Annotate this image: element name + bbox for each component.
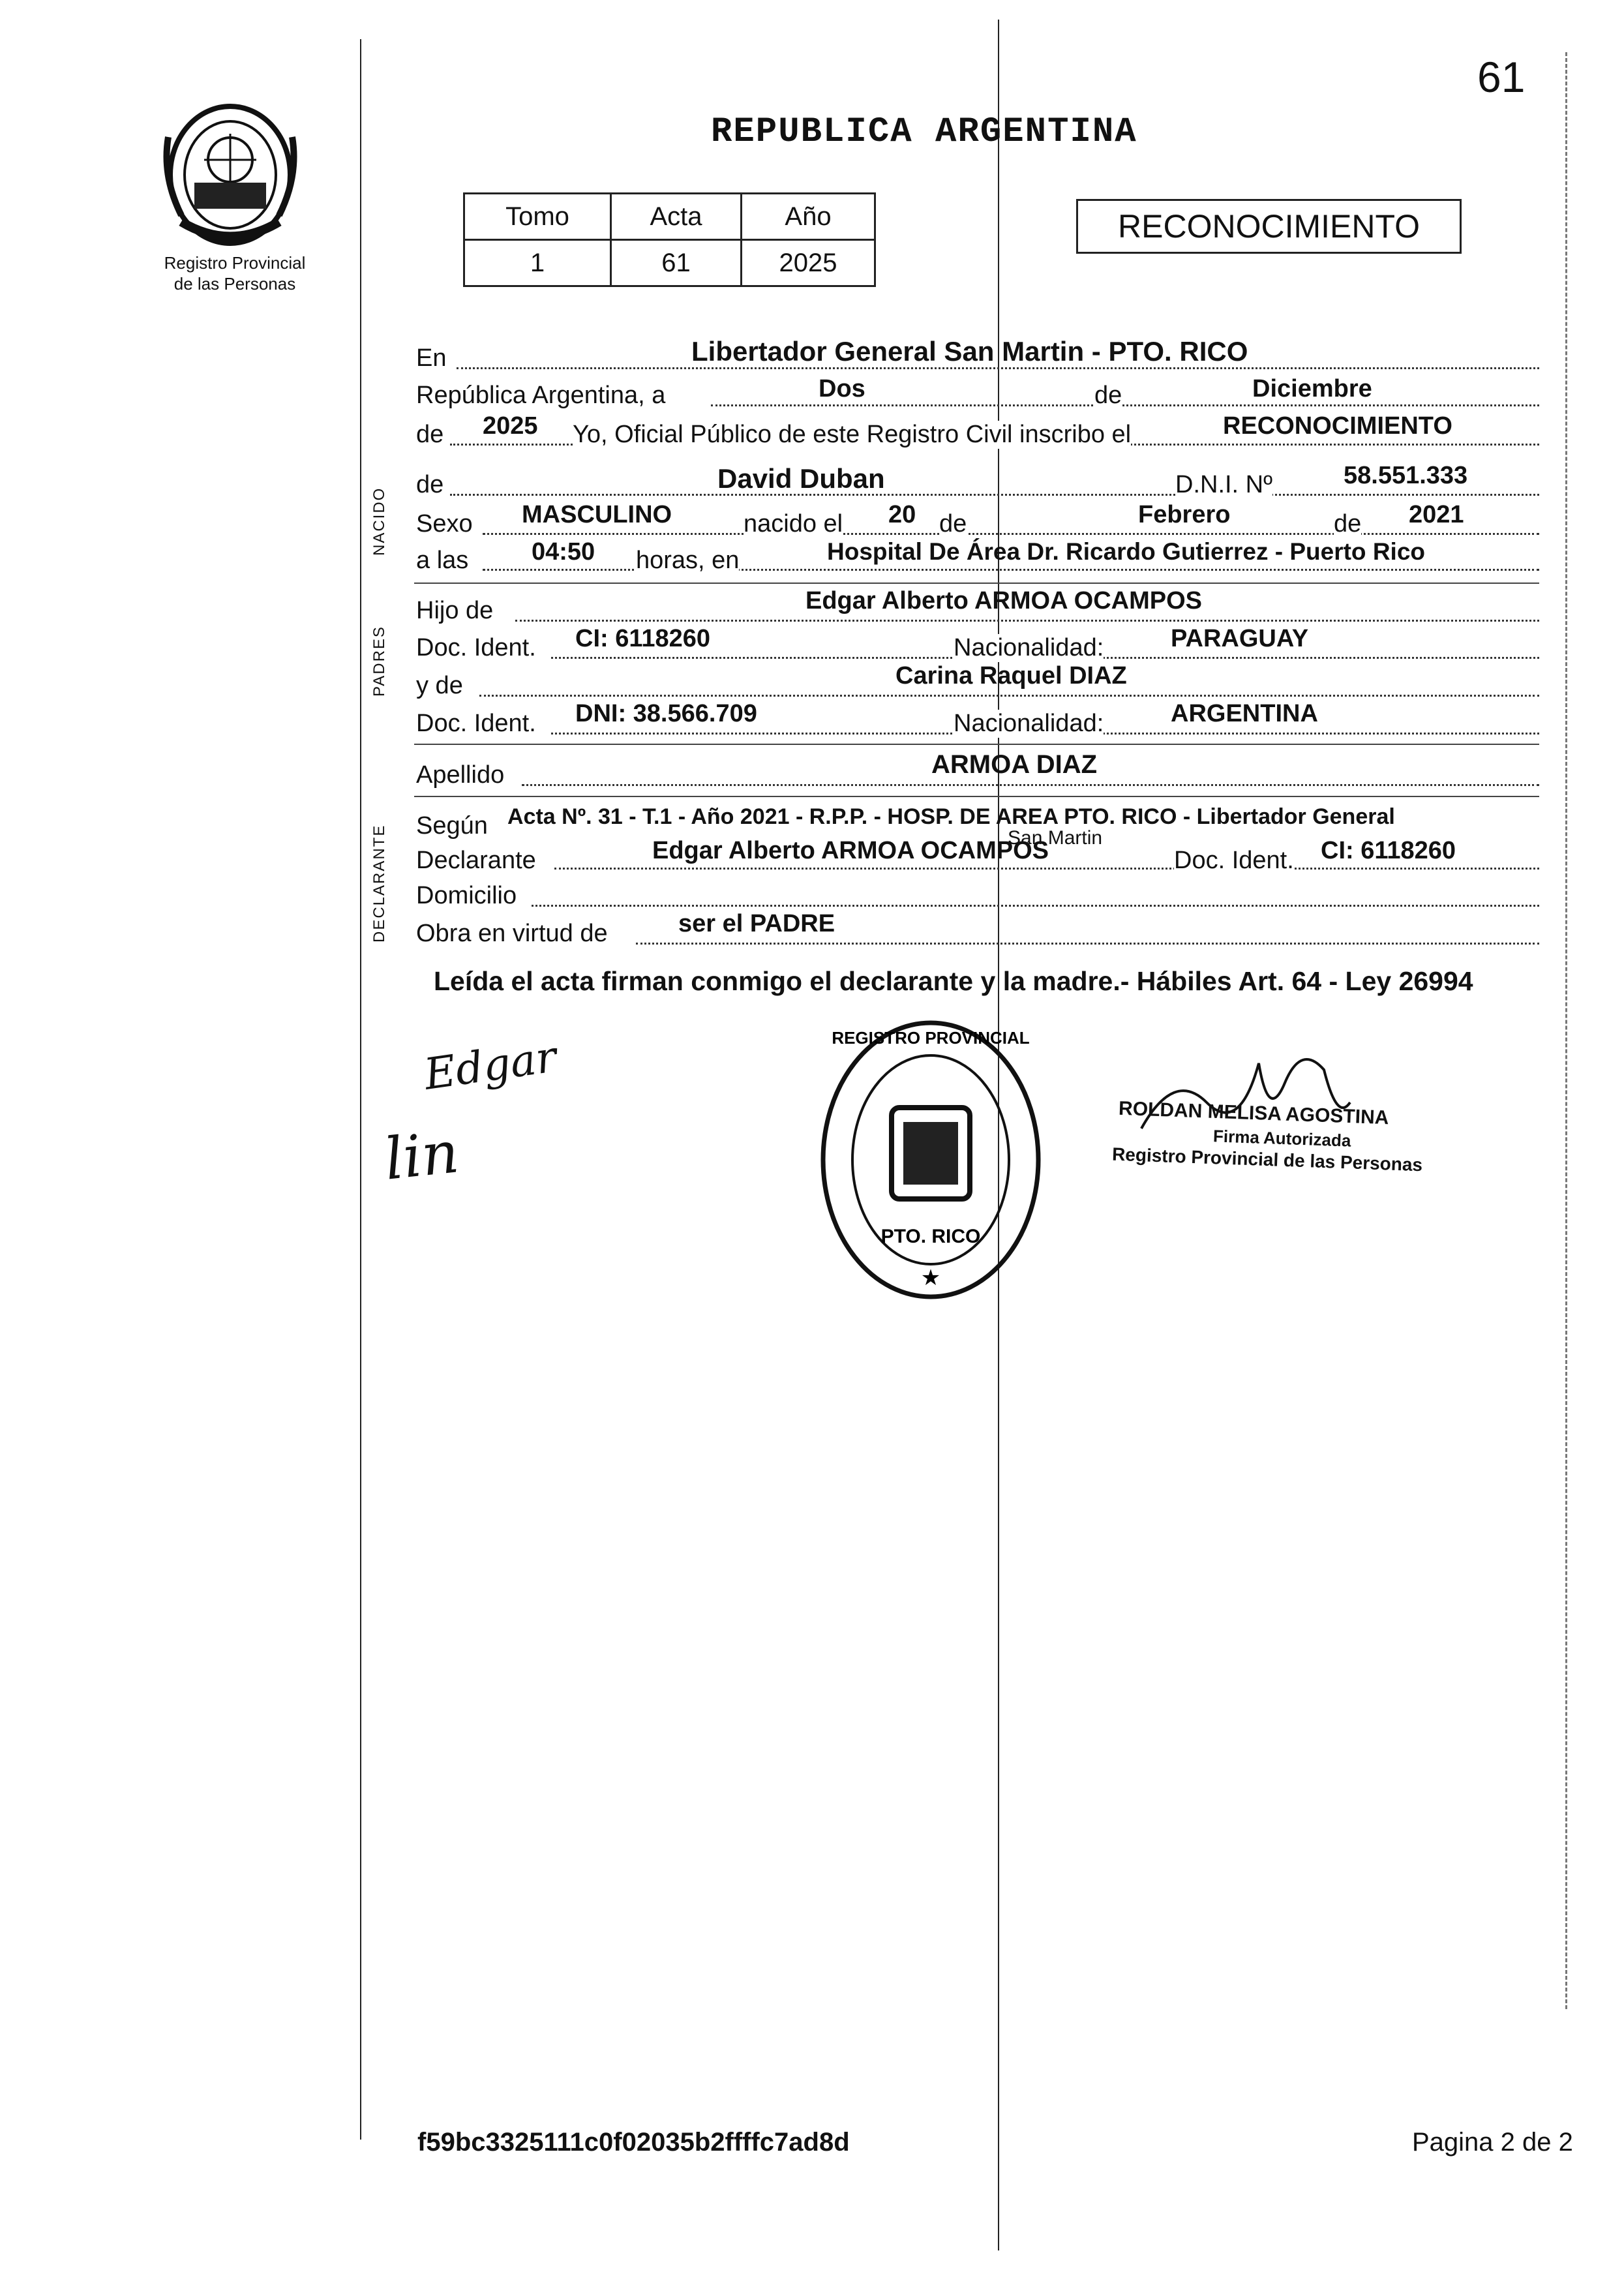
- value-lugar-inscripcion: Libertador General San Martin - PTO. RICO: [691, 336, 1248, 367]
- value-apellido: ARMOA DIAZ: [931, 750, 1098, 779]
- value-anio: 2025: [742, 240, 875, 286]
- section-label-padres: PADRES: [370, 626, 388, 697]
- label-doc-ident-padre: Doc. Ident.: [416, 634, 536, 661]
- label-hijo-de: Hijo de: [416, 597, 494, 624]
- label-a-las: a las: [416, 547, 469, 574]
- record-table-value-row: [464, 240, 875, 286]
- pagination: Pagina 2 de 2: [1412, 2128, 1573, 2157]
- official-org: Registro Provincial de las Personas: [1111, 1144, 1423, 1175]
- separator-apellido-declarante: [414, 796, 1539, 797]
- label-de-mes: de: [1094, 382, 1122, 409]
- value-madre-nombre: Carina Raquel DIAZ: [895, 662, 1127, 689]
- section-label-declarante: DECLARANTE: [370, 824, 388, 943]
- label-en: En: [416, 344, 447, 372]
- label-nacionalidad-padre: Nacionalidad:: [954, 634, 1104, 661]
- stamp-seal-icon: [819, 1018, 1044, 1301]
- closing-text: Leída el acta firman conmigo el declarante y la madre.- Hábiles Art. 64 - Ley 26994: [434, 966, 1473, 996]
- value-padre-nombre: Edgar Alberto ARMOA OCAMPOS: [805, 587, 1203, 614]
- value-declarante-nombre: Edgar Alberto ARMOA OCAMPOS: [652, 837, 1049, 864]
- value-segun-cont: San Martin: [1008, 827, 1103, 849]
- label-republica: República Argentina, a: [416, 382, 666, 409]
- province-seal-icon: [155, 98, 305, 248]
- header-tomo: Tomo: [464, 194, 611, 240]
- header-anio: Año: [742, 194, 875, 240]
- separator-padres-apellido: [414, 744, 1539, 745]
- value-tomo: 1: [464, 240, 611, 286]
- label-y-de: y de: [416, 672, 463, 699]
- signature-declarante: Edgar: [421, 1031, 560, 1100]
- label-doc-ident-madre: Doc. Ident.: [416, 710, 536, 737]
- svg-text:REGISTRO PROVINCIAL: REGISTRO PROVINCIAL: [832, 1028, 1030, 1048]
- scan-edge-marks: [1565, 52, 1571, 2009]
- value-nac-mes: Febrero: [1138, 501, 1231, 528]
- value-obra: ser el PADRE: [678, 910, 835, 937]
- label-dni: D.N.I. Nº: [1175, 471, 1272, 498]
- label-sexo: Sexo: [416, 510, 473, 538]
- record-type-box: RECONOCIMIENTO: [1076, 199, 1462, 254]
- label-nacionalidad-madre: Nacionalidad:: [954, 710, 1104, 737]
- value-hora: 04:50: [532, 538, 595, 566]
- value-nac-dia: 20: [888, 501, 916, 528]
- svg-text:PTO. RICO: PTO. RICO: [880, 1226, 981, 1247]
- page-title: REPUBLICA ARGENTINA: [711, 112, 1137, 152]
- label-domicilio: Domicilio: [416, 882, 517, 909]
- label-de-anio: de: [416, 421, 444, 448]
- value-nombre-nacido: David Duban: [717, 463, 885, 494]
- document-hash: f59bc3325111c0f02035b2ffffc7ad8d: [417, 2128, 850, 2157]
- value-sexo: MASCULINO: [522, 501, 672, 528]
- label-de-nombre: de: [416, 471, 444, 498]
- record-table: [463, 192, 876, 287]
- official-role: Firma Autorizada: [1212, 1126, 1351, 1151]
- label-segun: Según: [416, 812, 488, 840]
- value-lugar-nacimiento: Hospital De Área Dr. Ricardo Gutierrez - Puerto Rico: [827, 538, 1425, 565]
- separator-nacido-padres: [414, 583, 1539, 584]
- label-horas-en: horas, en: [636, 547, 740, 574]
- label-oficial-publico: Yo, Oficial Público de este Registro Civil inscribo el: [573, 421, 1132, 448]
- value-padre-doc: CI: 6118260: [575, 625, 711, 652]
- official-stamp: [819, 1018, 1044, 1301]
- label-de-nac-mes: de: [939, 510, 967, 538]
- value-tipo-inscripcion: RECONOCIMIENTO: [1223, 412, 1452, 440]
- value-segun: Acta Nº. 31 - T.1 - Año 2021 - R.P.P. - HOSP. DE AREA PTO. RICO - Libertador General: [507, 804, 1395, 829]
- official-name: ROLDAN MELISA AGOSTINA: [1118, 1097, 1389, 1129]
- value-dia: Dos: [819, 375, 865, 402]
- value-declarante-doc: CI: 6118260: [1321, 837, 1456, 864]
- header-acta: Acta: [611, 194, 742, 240]
- value-acta: 61: [611, 240, 742, 286]
- value-madre-doc: DNI: 38.566.709: [575, 700, 757, 727]
- value-dni-nacido: 58.551.333: [1344, 462, 1468, 489]
- value-madre-nacionalidad: ARGENTINA: [1171, 700, 1318, 727]
- svg-text:★: ★: [920, 1265, 941, 1290]
- label-declarante: Declarante: [416, 847, 536, 874]
- signature-madre: lin: [381, 1118, 462, 1193]
- registry-seal: [155, 98, 305, 248]
- label-de-nac-anio: de: [1334, 510, 1362, 538]
- section-label-nacido: NACIDO: [370, 487, 388, 556]
- value-padre-nacionalidad: PARAGUAY: [1171, 625, 1309, 652]
- value-anio-inscripcion: 2025: [483, 412, 538, 440]
- value-nac-anio: 2021: [1409, 501, 1464, 528]
- registry-name-line1: Registro Provincial: [164, 253, 306, 273]
- label-doc-ident-declarante: Doc. Ident.: [1174, 847, 1294, 874]
- page-number: 61: [1477, 53, 1526, 101]
- registry-name-line2: de las Personas: [173, 274, 296, 294]
- left-margin-line: [360, 39, 361, 2140]
- record-table-header-row: [464, 194, 875, 240]
- label-nacido-el: nacido el: [744, 510, 843, 538]
- value-mes: Diciembre: [1252, 375, 1372, 402]
- label-apellido: Apellido: [416, 761, 505, 789]
- label-obra-en-virtud: Obra en virtud de: [416, 920, 608, 947]
